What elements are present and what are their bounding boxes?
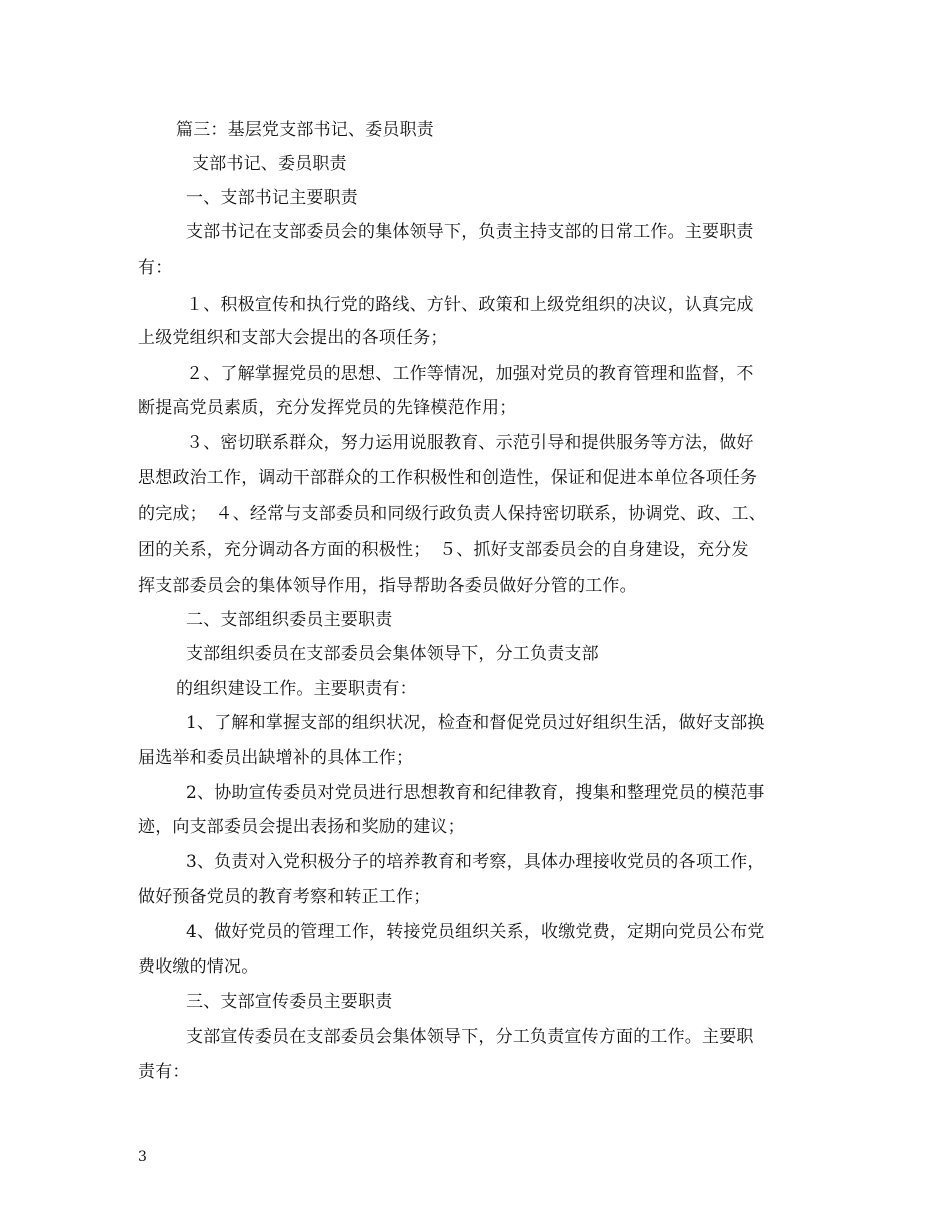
- paragraph-line: 3、负责对入党积极分子的培养教育和考察，具体办理接收党员的各项工作，: [186, 852, 765, 872]
- paragraph-line: 挥支部委员会的集体领导作用，指导帮助各委员做好分管的工作。: [138, 576, 637, 596]
- paragraph-line: 费收缴的情况。: [138, 957, 259, 977]
- paragraph-line: 4、做好党员的管理工作，转接党员组织关系，收缴党费，定期向党员公布党: [186, 922, 765, 942]
- paragraph-line: 的组织建设工作。主要职责有：: [176, 679, 417, 699]
- subsection-heading: 一、支部书记主要职责: [186, 188, 358, 208]
- paragraph-line: 迹，向支部委员会提出表扬和奖励的建议；: [138, 817, 465, 837]
- section-title: 篇三：基层党支部书记、委员职责: [176, 120, 434, 140]
- paragraph-line: 支部书记在支部委员会的集体领导下，负责主持支部的日常工作。主要职责: [186, 222, 754, 242]
- paragraph-line: 思想政治工作，调动干部群众的工作积极性和创造性，保证和促进本单位各项任务: [138, 468, 758, 488]
- paragraph-line: １、积极宣传和执行党的路线、方针、政策和上级党组织的决议，认真完成: [186, 295, 754, 315]
- paragraph-line: 上级党组织和支部大会提出的各项任务；: [138, 328, 448, 348]
- paragraph-line: 断提高党员素质，充分发挥党员的先锋模范作用；: [138, 398, 517, 418]
- paragraph-line: 的完成； ４、经常与支部委员和同级行政负责人保持密切联系，协调党、政、工、: [138, 504, 766, 524]
- paragraph-line: ３、密切联系群众，努力运用说服教育、示范引导和提供服务等方法，做好: [186, 433, 754, 453]
- paragraph-line: 有：: [138, 258, 173, 278]
- paragraph-line: ２、了解掌握党员的思想、工作等情况，加强对党员的教育管理和监督，不: [186, 364, 754, 384]
- paragraph-line: 做好预备党员的教育考察和转正工作；: [138, 887, 431, 907]
- page-number: 3: [138, 1149, 147, 1165]
- paragraph-line: 责有：: [138, 1062, 190, 1082]
- subsection-heading: 三、支部宣传委员主要职责: [186, 992, 393, 1012]
- paragraph-line: 届选举和委员出缺增补的具体工作；: [138, 748, 414, 768]
- paragraph-line: 1、了解和掌握支部的组织状况，检查和督促党员过好组织生活，做好支部换: [186, 713, 765, 733]
- subsection-heading: 二、支部组织委员主要职责: [186, 610, 393, 630]
- paragraph-line: 2、协助宣传委员对党员进行思想教育和纪律教育，搜集和整理党员的模范事: [186, 783, 765, 803]
- document-heading: 支部书记、委员职责: [192, 154, 347, 174]
- paragraph-line: 支部组织委员在支部委员会集体领导下，分工负责支部: [186, 644, 599, 664]
- paragraph-line: 支部宣传委员在支部委员会集体领导下，分工负责宣传方面的工作。主要职: [186, 1027, 754, 1047]
- paragraph-line: 团的关系，充分调动各方面的积极性； ５、抓好支部委员会的自身建设，充分发: [138, 540, 749, 560]
